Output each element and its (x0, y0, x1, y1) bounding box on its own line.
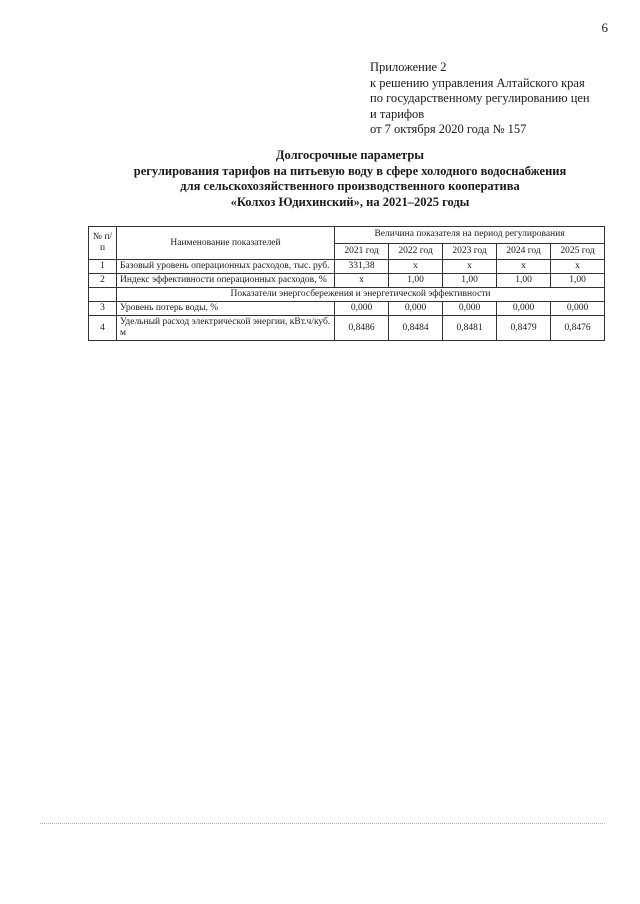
row-value: x (551, 260, 605, 274)
row-value: 0,8479 (497, 316, 551, 341)
row-value: 0,000 (389, 302, 443, 316)
appendix-line: по государственному регулированию цен (370, 91, 590, 106)
row-name: Базовый уровень операционных расходов, тыс. руб. (117, 260, 335, 274)
row-value: 0,000 (551, 302, 605, 316)
row-value: 0,000 (335, 302, 389, 316)
appendix-block (370, 60, 620, 138)
title-line: «Колхоз Юдихинский», на 2021–2025 годы (230, 194, 470, 209)
row-value: 1,00 (443, 274, 497, 288)
section-number-cell (89, 288, 117, 302)
parameters-table (88, 226, 605, 341)
table-section-row (89, 288, 605, 302)
table-row (89, 274, 605, 288)
column-header-number: № п/п (89, 227, 117, 260)
column-header-year: 2023 год (443, 243, 497, 260)
column-header-period: Величина показателя на период регулирования (335, 227, 605, 244)
row-number: 3 (89, 302, 117, 316)
column-header-year: 2025 год (551, 243, 605, 260)
row-value: x (389, 260, 443, 274)
row-number: 1 (89, 260, 117, 274)
row-value: 0,8484 (389, 316, 443, 341)
appendix-line: и тарифов (370, 106, 425, 121)
column-header-year: 2024 год (497, 243, 551, 260)
row-value: 331,38 (335, 260, 389, 274)
column-header-name: Наименование показателей (117, 227, 335, 260)
scan-artifact-line (40, 823, 605, 824)
title-line: Долгосрочные параметры (275, 148, 425, 162)
table-row (89, 302, 605, 316)
row-value: 0,8481 (443, 316, 497, 341)
title-line: регулирования тарифов на питьевую воду в сфере холодного водоснабжения (133, 163, 567, 178)
appendix-line: от 7 октября 2020 года № 157 (370, 122, 527, 137)
row-name: Уровень потерь воды, % (117, 302, 335, 316)
column-header-year: 2022 год (389, 243, 443, 260)
row-value: 1,00 (551, 274, 605, 288)
document-title (100, 148, 600, 210)
row-value: 0,8486 (335, 316, 389, 341)
page-number: 6 (601, 20, 608, 35)
appendix-line: Приложение 2 (370, 60, 447, 74)
row-value: x (497, 260, 551, 274)
row-value: 0,8476 (551, 316, 605, 341)
row-name: Удельный расход электрической энергии, кВт.ч/куб. м (117, 316, 335, 341)
section-label: Показатели энергосбережения и энергетической эффективности (117, 288, 605, 302)
row-value: 1,00 (389, 274, 443, 288)
table-header-row (89, 227, 605, 244)
row-value: x (443, 260, 497, 274)
row-value: 1,00 (497, 274, 551, 288)
row-name: Индекс эффективности операционных расходов, % (117, 274, 335, 288)
row-number: 2 (89, 274, 117, 288)
table-row (89, 316, 605, 341)
row-number: 4 (89, 316, 117, 341)
row-value: x (335, 274, 389, 288)
title-line: для сельскохозяйственного производственного кооператива (180, 179, 520, 194)
table-row (89, 260, 605, 274)
column-header-year: 2021 год (335, 243, 389, 260)
row-value: 0,000 (497, 302, 551, 316)
appendix-line: к решению управления Алтайского края (370, 75, 585, 90)
row-value: 0,000 (443, 302, 497, 316)
